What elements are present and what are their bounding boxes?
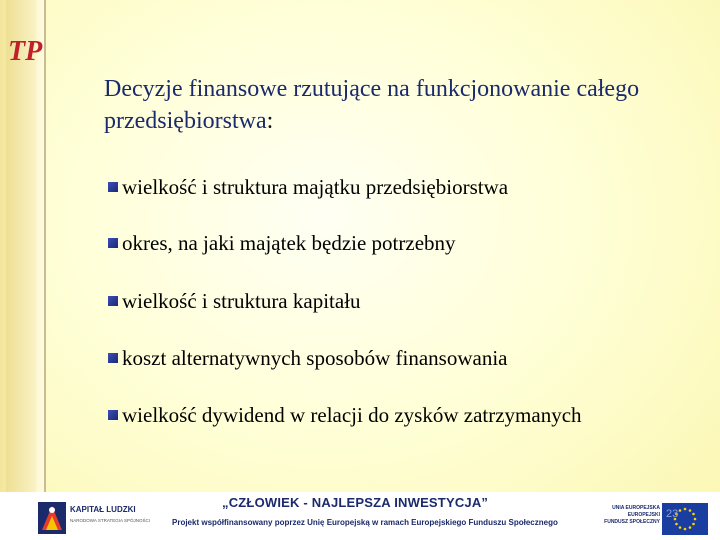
svg-text:TP: TP: [8, 36, 43, 67]
slide-title: [104, 73, 664, 137]
bullet-marker-icon: [108, 182, 118, 192]
bullet-text: wielkość i struktura majątku przedsiębiorstwa: [122, 175, 509, 199]
bullet-marker-icon: [108, 296, 118, 306]
bullet-item: [108, 175, 508, 200]
kapital-ludzki-subtitle: NARODOWA STRATEGIA SPÓJNOŚCI: [70, 518, 151, 523]
bullet-text: wielkość dywidend w relacji do zysków zatrzymanych: [122, 403, 582, 427]
tp-logo: [6, 34, 46, 70]
slide-title-colon: :: [266, 108, 274, 134]
eu-label-line1: UNIA EUROPEJSKA: [612, 505, 660, 511]
bullet-marker-icon: [108, 410, 118, 420]
bullet-item: [108, 289, 361, 314]
bullet-text: wielkość i struktura kapitału: [122, 289, 361, 313]
bullet-item: [108, 231, 456, 256]
bullet-text: okres, na jaki majątek będzie potrzebny: [122, 231, 456, 255]
page-number: 23: [666, 508, 679, 520]
slide-title-text: Decyzje finansowe rzutujące na funkcjonowanie całego przedsiębiorstwa: [104, 76, 640, 134]
left-decorative-bar: [0, 0, 46, 492]
bullet-item: [108, 346, 508, 371]
footer-project-line: Projekt współfinansowany poprzez Unię Europejską w ramach Europejskiego Funduszu Społecznego: [172, 518, 558, 527]
kapital-ludzki-title: KAPITAŁ LUDZKI: [70, 505, 136, 514]
bullet-marker-icon: [108, 353, 118, 363]
bullet-marker-icon: [108, 238, 118, 248]
eu-label-line3: FUNDUSZ SPOŁECZNY: [604, 519, 660, 525]
eu-fund-label: [602, 505, 660, 526]
bullet-text: koszt alternatywnych sposobów finansowania: [122, 346, 508, 370]
eu-label-line2: EUROPEJSKI: [627, 512, 660, 518]
bullet-item: [108, 403, 582, 428]
kapital-ludzki-logo-icon: [38, 496, 158, 538]
footer-slogan: „CZŁOWIEK - NAJLEPSZA INWESTYCJA”: [222, 495, 489, 510]
